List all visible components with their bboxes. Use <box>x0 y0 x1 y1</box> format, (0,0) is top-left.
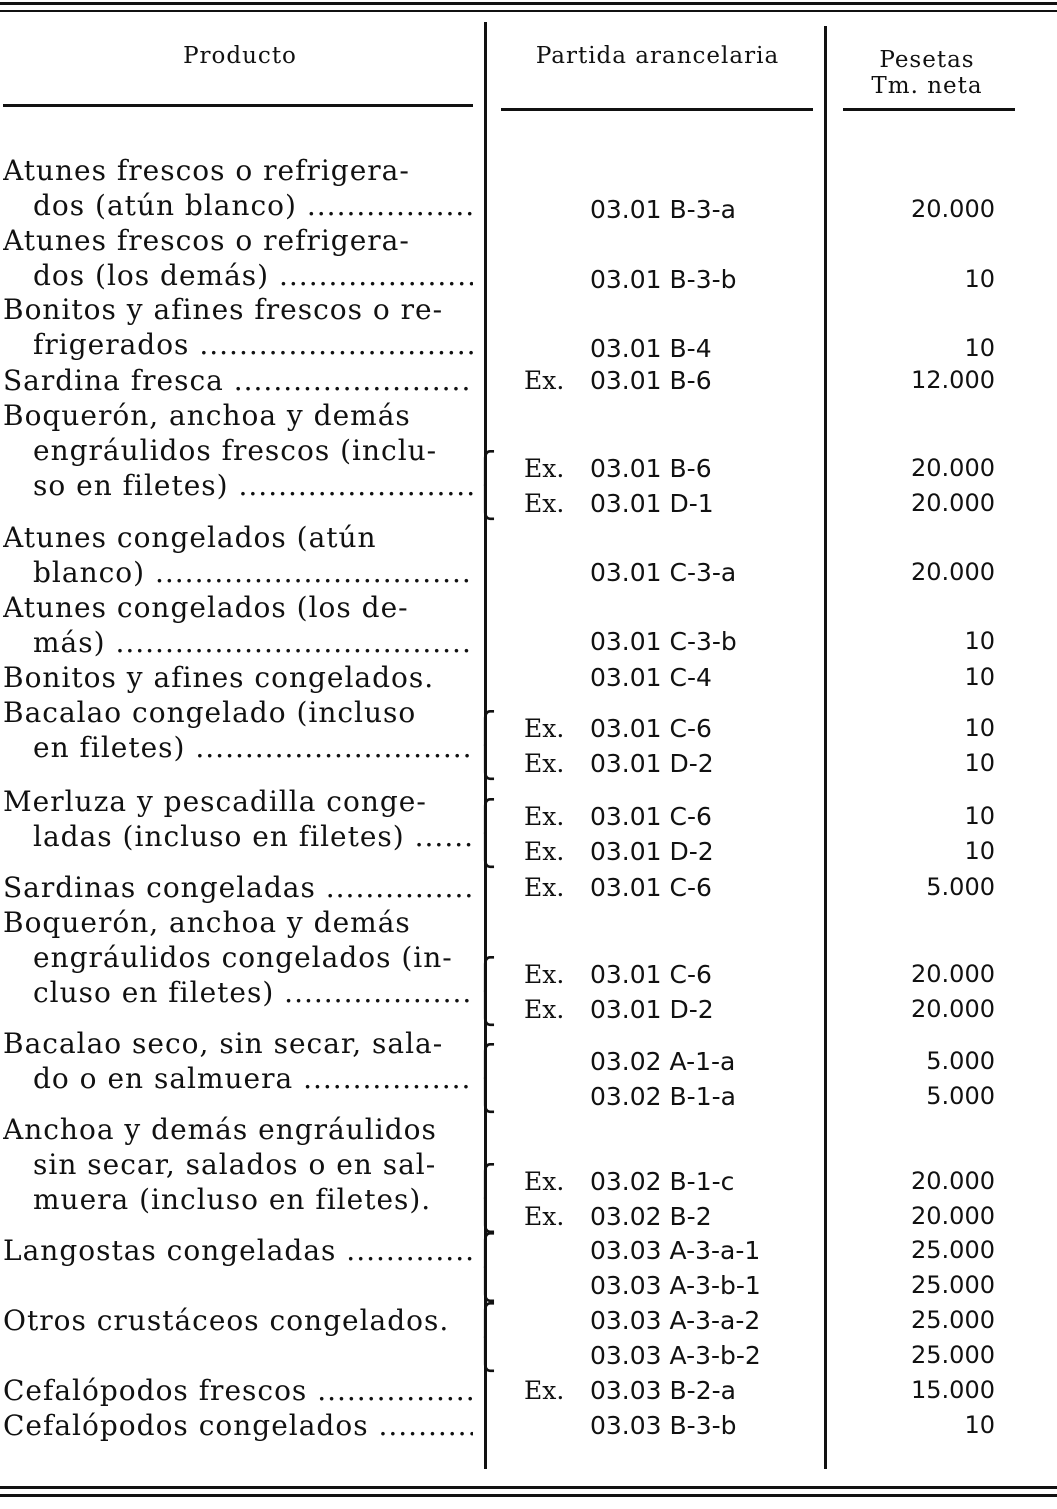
price-value: 10 <box>964 749 995 777</box>
tariff-code <box>524 834 714 869</box>
product-cell <box>3 223 473 293</box>
product-line: Cefalópodos congelados ..... <box>3 1408 473 1443</box>
brace-glyph: ⎧ ⎩ <box>474 799 497 869</box>
product-cell <box>3 1112 473 1217</box>
product-line: Sardinas congeladas ..... <box>3 870 473 905</box>
tariff-code-text: 03.02 B-1-c <box>590 1167 735 1196</box>
tariff-code-text: 03.03 A-3-a-1 <box>590 1236 761 1265</box>
tariff-code-text: 03.02 B-1-a <box>590 1082 736 1111</box>
product-line: Langostas congeladas ..... <box>3 1233 473 1268</box>
tariff-code <box>524 331 712 366</box>
tariff-code <box>524 1044 735 1079</box>
product-cell <box>3 905 473 1010</box>
product-cell <box>3 695 473 765</box>
product-cell <box>3 1303 473 1338</box>
brace-glyph: ⎧ ⎩ <box>474 1303 497 1373</box>
tariff-code <box>524 1164 734 1199</box>
tariff-code <box>524 451 712 486</box>
header-producto: Producto <box>183 43 297 69</box>
product-cell <box>3 1373 473 1408</box>
column-separator-2 <box>824 26 827 1469</box>
product-line: do o en salmuera ..... <box>3 1061 473 1096</box>
product-line: Bacalao seco, sin secar, sala- <box>3 1027 444 1060</box>
product-line: Boquerón, anchoa y demás <box>3 906 411 939</box>
product-line: engráulidos frescos (inclu- <box>33 434 438 467</box>
top-rule-1 <box>0 2 1057 5</box>
product-cell <box>3 292 473 362</box>
product-cell <box>3 520 473 590</box>
tariff-code <box>524 1199 712 1234</box>
price-value: 10 <box>964 714 995 742</box>
price-value: 15.000 <box>911 1376 995 1404</box>
product-line: Sardina fresca ..... <box>3 363 473 398</box>
brace-glyph: ⎧ ⎩ <box>474 1233 497 1303</box>
tariff-code-text: 03.01 B-6 <box>590 366 712 395</box>
product-line: Bonitos y afines frescos o re- <box>3 293 444 326</box>
ex-prefix: Ex. <box>524 366 565 395</box>
product-line: dos (los demás) ..... <box>3 258 473 293</box>
brace-glyph: ⎧ ⎩ <box>474 1044 497 1114</box>
tariff-code <box>524 746 714 781</box>
header-pesetas: Pesetas <box>879 47 975 73</box>
tariff-code <box>524 992 714 1027</box>
tariff-code <box>524 1233 760 1268</box>
brace-glyph: ⎧ ⎩ <box>474 711 497 781</box>
price-value: 12.000 <box>911 366 995 394</box>
product-cell <box>3 784 473 854</box>
tariff-code-text: 03.01 C-6 <box>590 960 712 989</box>
tariff-code <box>524 1408 736 1443</box>
product-line: sin secar, salados o en sal- <box>33 1148 437 1181</box>
tariff-code-text: 03.01 C-3-a <box>590 558 737 587</box>
product-line: so en filetes) ..... <box>3 468 473 503</box>
tariff-code-text: 03.01 B-3-a <box>590 195 736 224</box>
price-value: 10 <box>964 802 995 830</box>
tariff-code-text: 03.02 A-1-a <box>590 1047 736 1076</box>
tariff-code <box>524 262 736 297</box>
price-value: 20.000 <box>911 960 995 988</box>
ex-prefix: Ex. <box>524 1167 565 1196</box>
header-underline-partida <box>501 108 813 111</box>
price-value: 25.000 <box>911 1341 995 1369</box>
price-value: 25.000 <box>911 1271 995 1299</box>
header-underline-pesetas <box>843 108 1015 111</box>
tariff-code-text: 03.01 C-3-b <box>590 627 737 656</box>
price-value: 5.000 <box>926 873 995 901</box>
tariff-code <box>524 870 712 905</box>
price-value: 10 <box>964 663 995 691</box>
tariff-code <box>524 624 737 659</box>
product-cell <box>3 870 473 905</box>
tariff-code <box>524 711 712 746</box>
ex-prefix: Ex. <box>524 960 565 989</box>
tariff-code <box>524 555 736 590</box>
tariff-code-text: 03.01 D-2 <box>590 837 714 866</box>
product-line: Atunes frescos o refrigera- <box>3 224 410 257</box>
tariff-code-text: 03.02 B-2 <box>590 1202 712 1231</box>
tariff-code <box>524 1079 736 1114</box>
product-line: Boquerón, anchoa y demás <box>3 399 411 432</box>
brace-glyph: ⎧ ⎩ <box>474 957 497 1027</box>
tariff-code <box>524 363 712 398</box>
tariff-code <box>524 1338 761 1373</box>
tariff-code-text: 03.01 B-4 <box>590 334 712 363</box>
price-value: 10 <box>964 837 995 865</box>
price-value: 20.000 <box>911 489 995 517</box>
tariff-code-text: 03.01 C-6 <box>590 714 712 743</box>
price-value: 20.000 <box>911 454 995 482</box>
product-cell <box>3 590 473 660</box>
ex-prefix: Ex. <box>524 1202 565 1231</box>
price-value: 5.000 <box>926 1047 995 1075</box>
product-line: Atunes congelados (atún <box>3 521 377 554</box>
price-value: 20.000 <box>911 995 995 1023</box>
header-tm-neta: Tm. neta <box>871 73 983 99</box>
product-line: Merluza y pescadilla conge- <box>3 785 427 818</box>
tariff-code <box>524 1303 760 1338</box>
product-line: ladas (incluso en filetes) ..... <box>3 819 473 854</box>
product-line: Bacalao congelado (incluso <box>3 696 417 729</box>
product-line: blanco) ..... <box>3 555 473 590</box>
product-line: cluso en filetes) ..... <box>3 975 473 1010</box>
product-line: Anchoa y demás engráulidos <box>3 1113 437 1146</box>
brace-glyph: ⎧ ⎩ <box>474 451 497 521</box>
top-rule-2 <box>0 10 1057 12</box>
tariff-code <box>524 660 712 695</box>
tariff-code-text: 03.01 B-6 <box>590 454 712 483</box>
price-value: 20.000 <box>911 1167 995 1195</box>
tariff-code <box>524 486 714 521</box>
price-value: 10 <box>964 627 995 655</box>
tariff-code-text: 03.03 A-3-b-1 <box>590 1271 761 1300</box>
ex-prefix: Ex. <box>524 489 565 518</box>
ex-prefix: Ex. <box>524 1376 565 1405</box>
tariff-code <box>524 957 712 992</box>
product-line: Atunes congelados (los de- <box>3 591 409 624</box>
product-line: Atunes frescos o refrigera- <box>3 154 410 187</box>
ex-prefix: Ex. <box>524 873 565 902</box>
price-value: 10 <box>964 334 995 362</box>
brace-glyph: ⎧ ⎩ <box>474 1164 497 1234</box>
product-line: frigerados ..... <box>3 327 473 362</box>
product-cell <box>3 398 473 503</box>
ex-prefix: Ex. <box>524 749 565 778</box>
product-line: dos (atún blanco) ..... <box>3 188 473 223</box>
ex-prefix: Ex. <box>524 802 565 831</box>
product-cell <box>3 1026 473 1096</box>
ex-prefix: Ex. <box>524 454 565 483</box>
product-line: muera (incluso en filetes). <box>33 1183 432 1216</box>
tariff-code <box>524 799 712 834</box>
product-line: Cefalópodos frescos ..... <box>3 1373 473 1408</box>
product-cell <box>3 1233 473 1268</box>
price-value: 25.000 <box>911 1306 995 1334</box>
product-line: Bonitos y afines congelados. <box>3 661 435 694</box>
header-partida: Partida arancelaria <box>535 43 780 69</box>
product-cell <box>3 153 473 223</box>
product-line: Otros crustáceos congelados. <box>3 1304 450 1337</box>
tariff-code-text: 03.03 B-3-b <box>590 1411 737 1440</box>
ex-prefix: Ex. <box>524 714 565 743</box>
tariff-code-text: 03.01 C-6 <box>590 802 712 831</box>
tariff-code-text: 03.03 B-2-a <box>590 1376 736 1405</box>
ex-prefix: Ex. <box>524 995 565 1024</box>
price-value: 10 <box>964 265 995 293</box>
tariff-code-text: 03.01 B-3-b <box>590 265 737 294</box>
product-line: engráulidos congelados (in- <box>33 941 453 974</box>
tariff-code-text: 03.01 C-6 <box>590 873 712 902</box>
bottom-rule-2 <box>0 1494 1057 1497</box>
tariff-code-text: 03.03 A-3-a-2 <box>590 1306 761 1335</box>
bottom-rule-1 <box>0 1486 1057 1489</box>
tariff-code <box>524 192 736 227</box>
price-value: 20.000 <box>911 195 995 223</box>
product-line: en filetes) ..... <box>3 730 473 765</box>
tariff-code-text: 03.01 D-2 <box>590 995 714 1024</box>
tariff-code-text: 03.01 D-2 <box>590 749 714 778</box>
tariff-code <box>524 1268 761 1303</box>
product-cell <box>3 1408 473 1443</box>
tariff-code-text: 03.03 A-3-b-2 <box>590 1341 761 1370</box>
price-value: 5.000 <box>926 1082 995 1110</box>
tariff-code-text: 03.01 D-1 <box>590 489 714 518</box>
tariff-code <box>524 1373 736 1408</box>
price-value: 20.000 <box>911 1202 995 1230</box>
ex-prefix: Ex. <box>524 837 565 866</box>
price-value: 20.000 <box>911 558 995 586</box>
product-cell <box>3 660 473 695</box>
price-value: 25.000 <box>911 1236 995 1264</box>
header-underline-producto <box>3 104 473 107</box>
product-line: más) ..... <box>3 625 473 660</box>
tariff-code-text: 03.01 C-4 <box>590 663 712 692</box>
price-value: 10 <box>964 1411 995 1439</box>
product-cell <box>3 363 473 398</box>
